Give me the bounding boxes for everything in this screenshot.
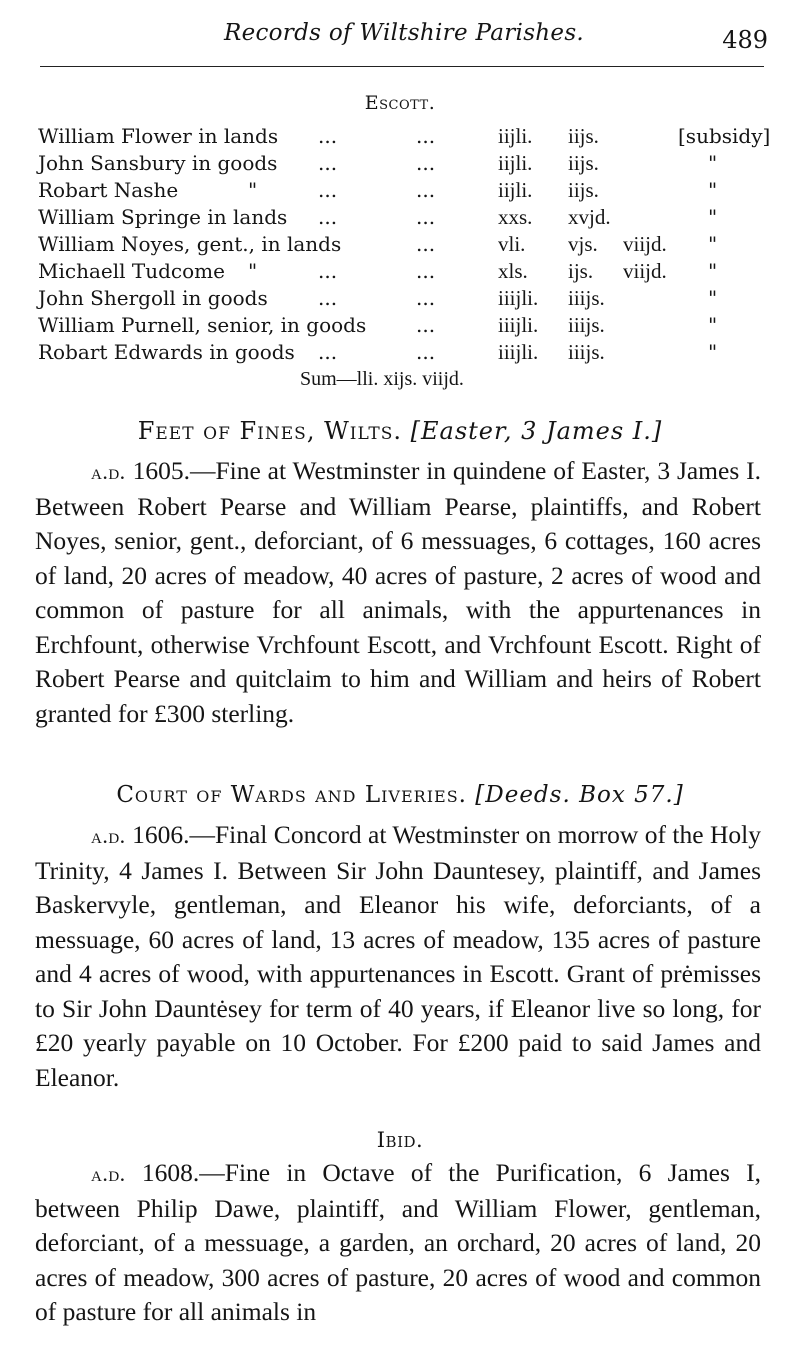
row-note: " [708, 178, 718, 202]
date-prefix: a.d. [91, 823, 126, 848]
leader-dots: ... [416, 286, 436, 310]
court-of-wards-paragraph [35, 818, 761, 1095]
date-prefix: a.d. [91, 459, 126, 484]
leader-dots: ... [416, 124, 436, 148]
ibid-paragraph [35, 1156, 761, 1330]
feet-of-fines-paragraph [35, 454, 761, 731]
amount-shillings: iijs. [568, 151, 599, 175]
row-note: " [708, 232, 718, 256]
row-note: " [708, 313, 718, 337]
year: 1606. [132, 820, 190, 849]
feet-of-fines-ref: [Easter, 3 James I.] [410, 417, 663, 445]
court-of-wards-heading [0, 782, 800, 808]
amount-shillings: iiijs. [568, 340, 605, 364]
taxpayer-name: Robart Edwards in goods [38, 340, 295, 364]
row-note: " [708, 286, 718, 310]
page-number: 489 [722, 26, 768, 54]
amount-shillings: xvjd. [568, 205, 611, 229]
year: 1605. [132, 456, 190, 485]
leader-dots: ... [416, 340, 436, 364]
feet-of-fines-title: Feet of Fines, Wilts. [137, 417, 402, 445]
row-note: " [708, 259, 718, 283]
leader-dots: ... [416, 232, 436, 256]
amount-pounds: iiijli. [498, 340, 539, 364]
amount-pounds: iiijli. [498, 286, 539, 310]
header-rule [40, 66, 764, 67]
amount-shillings: iiijs. [568, 313, 605, 337]
amount-pounds: iijli. [498, 178, 533, 202]
amount-pounds: xls. [498, 259, 528, 283]
leader-dots: ... [318, 124, 338, 148]
feet-of-fines-heading [0, 417, 800, 445]
paragraph-text: —Fine in Octave of the Purification, 6 James I, between Philip Dawe, plaintiff, and William Flower, gentleman, deforciant, of a messuage, a garden, an orchard, 20 acres of land, 20 acres of meadow, 300 acres of pasture, 20 acres of wood and common of pasture for all animals in [35, 1158, 762, 1326]
leader-dots: ... [318, 259, 338, 283]
leader-dots: ... [318, 340, 338, 364]
ditto-mark: " [248, 178, 258, 202]
court-of-wards-title: Court of Wards and Liveries. [116, 782, 467, 808]
leader-dots: ... [416, 259, 436, 283]
leader-dots: ... [318, 286, 338, 310]
amount-pounds: xxs. [498, 205, 533, 229]
date-prefix: a.d. [91, 1161, 126, 1186]
court-of-wards-ref: [Deeds. Box 57.] [475, 782, 684, 808]
year: 1608. [141, 1158, 200, 1187]
taxpayer-name: Michaell Tudcome [38, 259, 225, 283]
ditto-mark: " [248, 259, 258, 283]
taxpayer-name: William Purnell, senior, in goods [38, 313, 367, 337]
row-note: " [708, 340, 718, 364]
paragraph-text: —Final Concord at Westminster on morrow of the Holy Trinity, 4 James I. Between Sir John Dauntesey, plaintiff, and James Baskervyle, gentleman, and Eleanor his wife, deforciants, of a messuage, 60 acres of land, 13 acres of meadow, 135 acres of pasture and 4 acres of wood, with appurtenances in Escott. Grant of prėmisses to Sir John Dauntėsey for term of 40 years, if Eleanor live so long, for £20 yearly payable on 10 October. For £200 paid to said James and Eleanor. [35, 820, 761, 1092]
amount-shillings: iijs. [568, 124, 599, 148]
amount-pounds: iijli. [498, 124, 533, 148]
leader-dots: ... [416, 313, 436, 337]
leader-dots: ... [318, 205, 338, 229]
row-note: " [708, 205, 718, 229]
amount-shillings: iiijs. [568, 286, 605, 310]
row-note: [subsidy] [678, 124, 771, 148]
amount-pounds: iijli. [498, 151, 533, 175]
amount-shillings: iijs. [568, 178, 599, 202]
amount-pounds: iiijli. [498, 313, 539, 337]
leader-dots: ... [318, 178, 338, 202]
taxpayer-name: William Flower in lands [38, 124, 279, 148]
taxpayer-name: John Shergoll in goods [38, 286, 268, 310]
leader-dots: ... [416, 205, 436, 229]
row-note: " [708, 151, 718, 175]
amount-pounds: vli. [498, 232, 526, 256]
leader-dots: ... [318, 151, 338, 175]
amount-pence: viijd. [623, 232, 667, 256]
amount-shillings: ijs. [568, 259, 594, 283]
subsidy-sum: Sum—lli. xijs. viijd. [300, 368, 464, 390]
amount-shillings: vjs. [568, 232, 598, 256]
amount-pence: viijd. [623, 259, 667, 283]
escott-heading: Escott. [364, 92, 436, 114]
taxpayer-name: William Noyes, gent., in lands [38, 232, 342, 256]
leader-dots: ... [416, 151, 436, 175]
paragraph-text: —Fine at Westminster in quindene of Easter, 3 James I. Between Robert Pearse and William Pearse, plaintiffs, and Robert Noyes, senior, gent., deforciant, of 6 messuages, 6 cottages, 160 acres of land, 20 acres of meadow, 40 acres of pasture, 2 acres of wood and common of pasture for all animals, with the appurtenances in Erchfount, otherwise Vrchfount Escott, and Vrchfount Escott. Right of Robert Pearse and quitclaim to him and William and heirs of Robert granted for £300 sterling. [35, 456, 762, 728]
taxpayer-name: Robart Nashe [38, 178, 179, 202]
taxpayer-name: John Sansbury in goods [38, 151, 278, 175]
leader-dots: ... [416, 178, 436, 202]
page-header [40, 14, 768, 54]
taxpayer-name: William Springe in lands [38, 205, 288, 229]
running-title: Records of Wiltshire Parishes. [223, 20, 585, 46]
ibid-heading: Ibid. [376, 1128, 424, 1152]
